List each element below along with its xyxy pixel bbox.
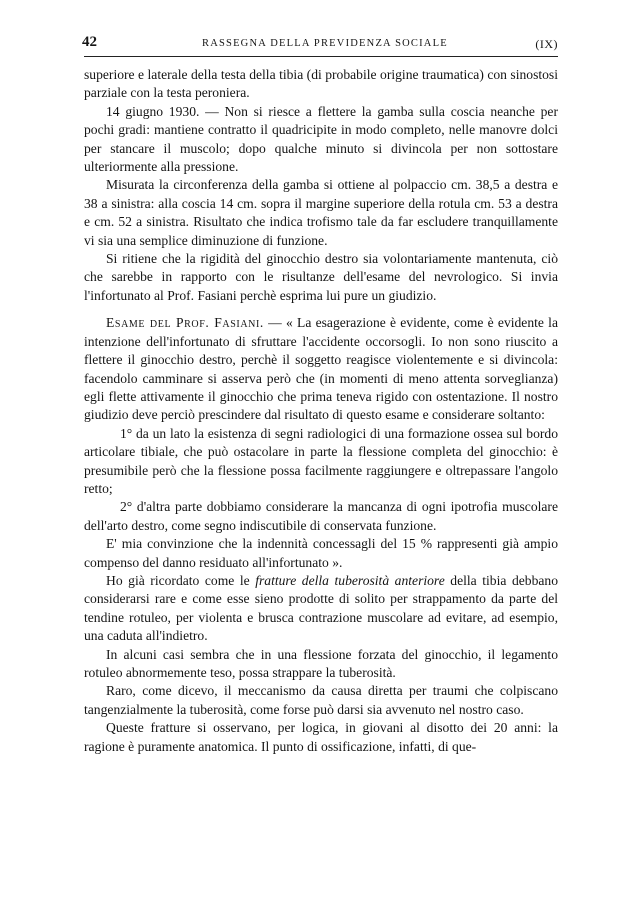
list-item: 2° d'altra parte dobbiamo considerare la mancanza di ogni ipotrofia muscolare dell'arto destro, come segno indiscutibile di conservata funzione. (84, 499, 558, 533)
body-text (84, 66, 558, 756)
page-number: 42 (82, 34, 97, 50)
list-item: 1° da un lato la esistenza di segni radiologici di una formazione ossea sul bordo articolare tibiale, che può ostacolare in parte la flessione completa del ginocchio: è presumibile però che la flessione possa facilmente raggiungere e oltrepassare l'angolo retto; (84, 425, 558, 496)
text-run: della tibia debbano considerarsi rare e come esse sieno prodotte di solito per strappamento da parte del tendine rotuleo, per violenta e brusca contrazione muscolare ad evitare, ad esempio, una caduta all'indietro. (84, 572, 559, 644)
text-run: Ho già ricordato come le (106, 572, 256, 588)
header-rule (84, 56, 558, 57)
paragraph: Si ritiene che la rigidità del ginocchio destro sia volontariamente mantenuta, ciò che sarebbe in rapporto con le risultanze dell'esame del nevrologico. Si invia l'infortunato al Prof. Fasiani perchè esprima lui pure un giudizio. (84, 251, 558, 303)
exam-text: — « La esagerazione è evidente, come è evidente la intenzione dell'infortunato di sfruttare l'accidente occorsogli. Io non sono riuscito a flettere il ginocchio destro, perchè il soggetto reagisce violentemente e si divincola: facendolo camminare si asserva però che (in momenti di meno attenta sorveglianza) egli flette attivamente il ginocchio che prima teneva rigido con ostentazione. Il nostro giudizio deve perciò prescindere dal risultato di questo esame e considerare soltanto: (84, 315, 558, 423)
paragraph (84, 572, 558, 646)
exam-heading: Esame del Prof. Fasiani. (106, 315, 264, 331)
running-title: RASSEGNA DELLA PREVIDENZA SOCIALE (202, 38, 448, 49)
paragraph: superiore e laterale della testa della tibia (di probabile origine traumatica) con sinostosi parziale con la testa peroniera. (84, 67, 558, 101)
emphasis: fratture della tuberosità anteriore (255, 572, 445, 588)
paragraph: Raro, come dicevo, il meccanismo da causa diretta per traumi che colpiscano tangenzialmente la tuberosità, come forse può darsi sia avvenuto nel nostro caso. (84, 683, 558, 717)
paragraph: E' mia convinzione che la indennità concessagli del 15 % rappresenti già ampio compenso del danno residuato all'infortunato ». (84, 536, 558, 570)
page (84, 30, 558, 756)
section-number: (IX) (535, 37, 558, 51)
running-header (84, 30, 558, 52)
paragraph-exam (84, 314, 558, 424)
paragraph: Queste fratture si osservano, per logica, in giovani al disotto dei 20 anni: la ragione è puramente anatomica. Il punto di ossificazione, infatti, di que- (84, 720, 558, 754)
paragraph: In alcuni casi sembra che in una flessione forzata del ginocchio, il legamento rotuleo abnormemente teso, possa strappare la tuberosità. (84, 646, 558, 680)
paragraph: Misurata la circonferenza della gamba si ottiene al polpaccio cm. 38,5 a destra e 38 a sinistra: alla coscia 14 cm. sopra il margine superiore della rotula cm. 53 a destra e cm. 52 a sinistra. Risultato che indica trofismo tale da far escludere tranquillamente vi sia una semplice diminuzione di funzione. (84, 177, 558, 248)
paragraph: 14 giugno 1930. — Non si riesce a flettere la gamba sulla coscia neanche per pochi gradi: mantiene contratto il quadricipite in modo completo, nelle manovre dolci per stancare il muscolo; dopo qualche minuto si divincola per non sottostare ulteriormente alla pressione. (84, 103, 558, 175)
